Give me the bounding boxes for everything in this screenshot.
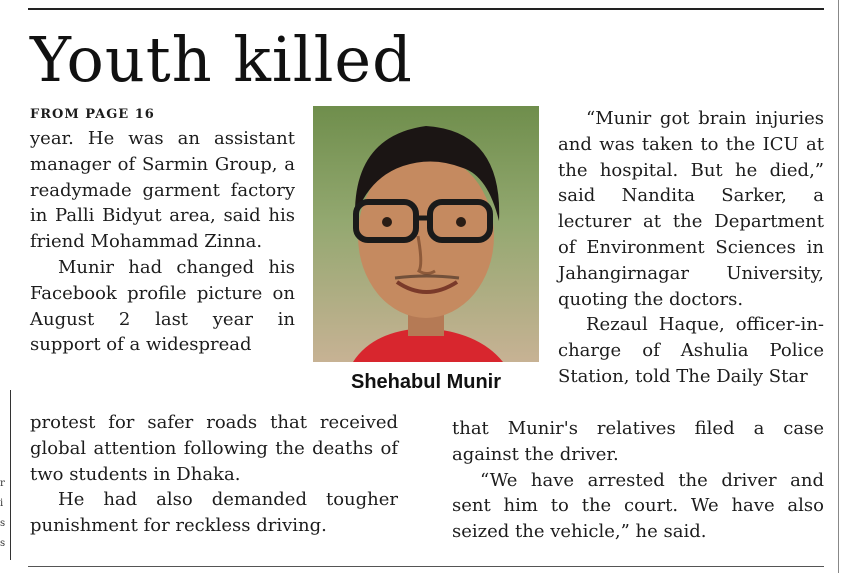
page-edge-line [838, 0, 839, 573]
paragraph: Rezaul Haque, officer-in-charge of Ashulia Police Station, told The Daily Star [558, 314, 824, 387]
paragraph: Munir had changed his Facebook profile picture on August 2 last year in support of a widespread [30, 256, 295, 356]
paragraph: that Munir's relatives filed a case against the driver. [452, 418, 824, 465]
portrait-photo [313, 106, 539, 362]
bottom-rule [28, 566, 824, 567]
portrait-illustration [313, 106, 539, 362]
left-column-continued [30, 410, 398, 539]
edge-fragment: r [0, 478, 5, 489]
jump-kicker: FROM PAGE 16 [30, 107, 155, 122]
right-column [558, 106, 824, 390]
photo-caption: Shehabul Munir [351, 371, 501, 393]
headline: Youth killed [30, 23, 413, 96]
edge-fragment: i [0, 498, 4, 509]
paragraph: “We have arrested the driver and sent him to the court. We have also seized the vehicle,” he said. [452, 469, 824, 543]
paragraph: protest for safer roads that received global attention following the deaths of two students in Dhaka. [30, 412, 398, 485]
paragraph: He had also demanded tougher punishment for reckless driving. [30, 489, 398, 537]
edge-fragment: s [0, 538, 6, 549]
adjacent-column-rule [10, 390, 11, 560]
paragraph: year. He was an assistant manager of Sarmin Group, a readymade garment factory in Palli Bidyut area, said his friend Mohammad Zinna. [30, 128, 295, 253]
paragraph: “Munir got brain injuries and was taken to the ICU at the hospital. But he died,” said Nandita Sarker, a lecturer at the Department of Environment Sciences in Jahangirnagar University, quoting the doctors. [558, 108, 824, 310]
right-column-continued [452, 416, 824, 545]
top-rule [28, 8, 824, 10]
edge-fragment: s [0, 518, 6, 529]
left-column [30, 106, 295, 358]
